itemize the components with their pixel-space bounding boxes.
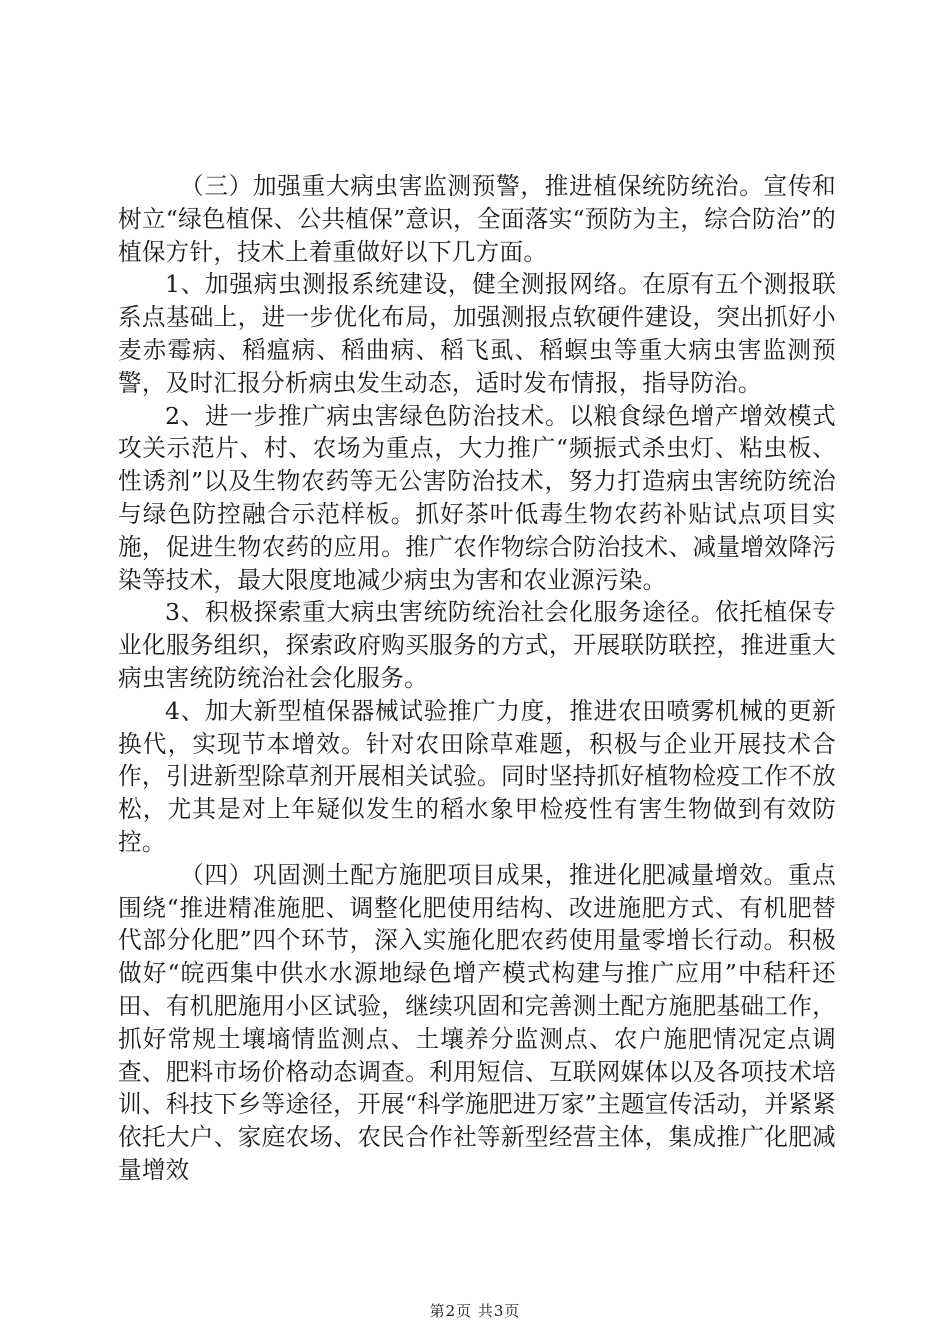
page-number-footer: 第2页 共3页 — [429, 1302, 521, 1320]
section-four-paragraph: （四）巩固测土配方施肥项目成果，推进化肥减量增效。重点围绕“推进精准施肥、调整化肥使用结构、改进施肥方式、有机肥替代部分化肥”四个环节，深入实施化肥农药使用量零增长行动。积极做好“皖西集中供水水源地绿色增产模式构建与推广应用”中秸秆还田、有机肥施用小区试验，继续巩固和完善测土配方施肥基础工作，抓好常规土壤墒情监测点、土壤养分监测点、农户施肥情况定点调查、肥料市场价格动态调查。利用短信、互联网媒体以及各项技术培训、科技下乡等途径，开展“科学施肥进万家”主题宣传活动，并紧紧依托大户、家庭农场、农民合作社等新型经营主体，集成推广化肥减量增效 — [118, 860, 836, 1184]
item-two-paragraph: 2、进一步推广病虫害绿色防治技术。以粮食绿色增产增效模式攻关示范片、村、农场为重点，大力推广“频振式杀虫灯、粘虫板、性诱剂”以及生物农药等无公害防治技术，努力打造病虫害统防统治与绿色防控融合示范样板。抓好茶叶低毒生物农药补贴试点项目实施，促进生物农药的应用。推广农作物综合防治技术、减量增效降污染等技术，最大限度地减少病虫为害和农业源污染。 — [118, 401, 836, 594]
section-three-paragraph: （三）加强重大病虫害监测预警，推进植保统防统治。宣传和树立“绿色植保、公共植保”意识，全面落实“预防为主，综合防治”的植保方针，技术上着重做好以下几方面。 — [118, 172, 836, 266]
item-four-paragraph: 4、加大新型植保器械试验推广力度，推进农田喷雾机械的更新换代，实现节本增效。针对农田除草难题，积极与企业开展技术合作，引进新型除草剂开展相关试验。同时坚持抓好植物检疫工作不放松，尤其是对上年疑似发生的稻水象甲检疫性有害生物做到有效防控。 — [118, 696, 836, 856]
document-body — [118, 170, 836, 1187]
item-three-paragraph: 3、积极探索重大病虫害统防统治社会化服务途径。依托植保专业化服务组织，探索政府购买服务的方式，开展联防联控，推进重大病虫害统防统治社会化服务。 — [118, 598, 836, 692]
item-one-paragraph: 1、加强病虫测报系统建设，健全测报网络。在原有五个测报联系点基础上，进一步优化布局，加强测报点软硬件建设，突出抓好小麦赤霉病、稻瘟病、稻曲病、稻飞虱、稻螟虫等重大病虫害监测预警，及时汇报分析病虫发生动态，适时发布情报，指导防治。 — [118, 270, 836, 397]
